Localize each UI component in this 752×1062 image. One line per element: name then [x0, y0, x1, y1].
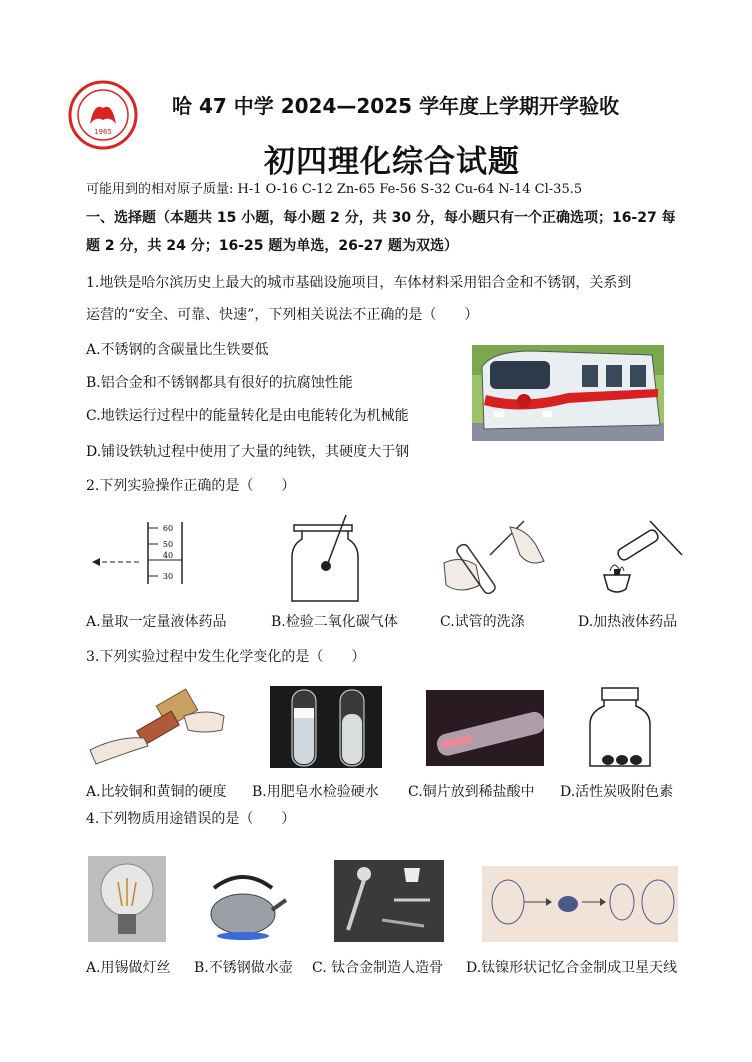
q1-option-a: A.不锈钢的含碳量比生铁要低	[86, 342, 269, 358]
soap-water-test-tubes-photo	[270, 686, 382, 768]
q1-option-b: B.铝合金和不锈钢都具有很好的抗腐蚀性能	[86, 375, 353, 391]
q4-option-c: C. 钛合金制造人造骨	[312, 960, 444, 976]
gas-jar-figure	[288, 513, 372, 605]
cylinder-tick-label: 60	[162, 524, 174, 533]
q3-stem: 3.下列实验过程中发生化学变化的是（ ）	[86, 649, 366, 665]
school-logo	[68, 80, 138, 150]
q4-option-b: B.不锈钢做水壶	[194, 960, 293, 976]
q1-stem-line2: 运营的“安全、可靠、快速”，下列相关说法不正确的是（ ）	[86, 307, 479, 323]
q3-option-c: C.铜片放到稀盐酸中	[408, 784, 535, 800]
atomic-masses: 可能用到的相对原子质量: H-1 O-16 C-12 Zn-65 Fe-56 S-32 Cu-64 N-14 Cl-35.5	[86, 182, 583, 197]
cylinder-tick-label: 40	[162, 551, 174, 560]
q2-option-c: C.试管的洗涤	[440, 614, 525, 630]
stainless-kettle-photo	[198, 862, 288, 942]
q4-option-d: D.钛镍形状记忆合金制成卫星天线	[466, 960, 678, 976]
q3-option-a: A.比较铜和黄铜的硬度	[86, 784, 227, 800]
copper-brass-scratch-photo	[88, 686, 226, 768]
section-header-line1: 一、选择题（本题共 15 小题，每小题 2 分，共 30 分，每小题只有一个正确选项；16-27 每	[86, 210, 676, 226]
q2-option-b: B.检验二氧化碳气体	[271, 614, 398, 630]
section-header-line2: 题 2 分，共 24 分；16-25 题为单选，26-27 题为双选）	[86, 238, 459, 254]
exam-title-line1: 哈 47 中学 2024—2025 学年度上学期开学验收	[172, 94, 620, 118]
copper-in-acid-photo	[426, 690, 544, 766]
titanium-bone-photo	[334, 860, 444, 942]
test-tube-washing-figure	[440, 515, 550, 601]
subway-train-photo	[472, 345, 664, 441]
light-bulb-photo	[88, 856, 166, 942]
heating-liquid-figure	[594, 515, 686, 601]
q4-option-a: A.用锡做灯丝	[86, 960, 171, 976]
cylinder-tick-label: 30	[162, 572, 174, 581]
q1-option-c: C.地铁运行过程中的能量转化是由电能转化为机械能	[86, 408, 409, 424]
q3-option-b: B.用肥皂水检验硬水	[252, 784, 379, 800]
svg-text:1965: 1965	[94, 128, 112, 136]
q2-option-a: A.量取一定量液体药品	[86, 614, 227, 630]
exam-title: 初四理化综合试题	[264, 144, 520, 180]
graduated-cylinder-figure	[88, 520, 198, 586]
q1-stem-line1: 1.地铁是哈尔滨历史上最大的城市基础设施项目，车体材料采用铝合金和不锈钢，关系到	[86, 275, 632, 291]
q2-option-d: D.加热液体药品	[578, 614, 678, 630]
q2-stem: 2.下列实验操作正确的是（ ）	[86, 478, 296, 494]
q3-option-d: D.活性炭吸附色素	[560, 784, 674, 800]
satellite-antenna-figure	[482, 866, 678, 942]
activated-carbon-jar-figure	[584, 686, 656, 770]
cylinder-tick-label: 50	[162, 540, 174, 549]
q4-stem: 4.下列物质用途错误的是（ ）	[86, 811, 296, 827]
q1-option-d: D.铺设铁轨过程中使用了大量的纯铁，其硬度大于钢	[86, 444, 410, 460]
